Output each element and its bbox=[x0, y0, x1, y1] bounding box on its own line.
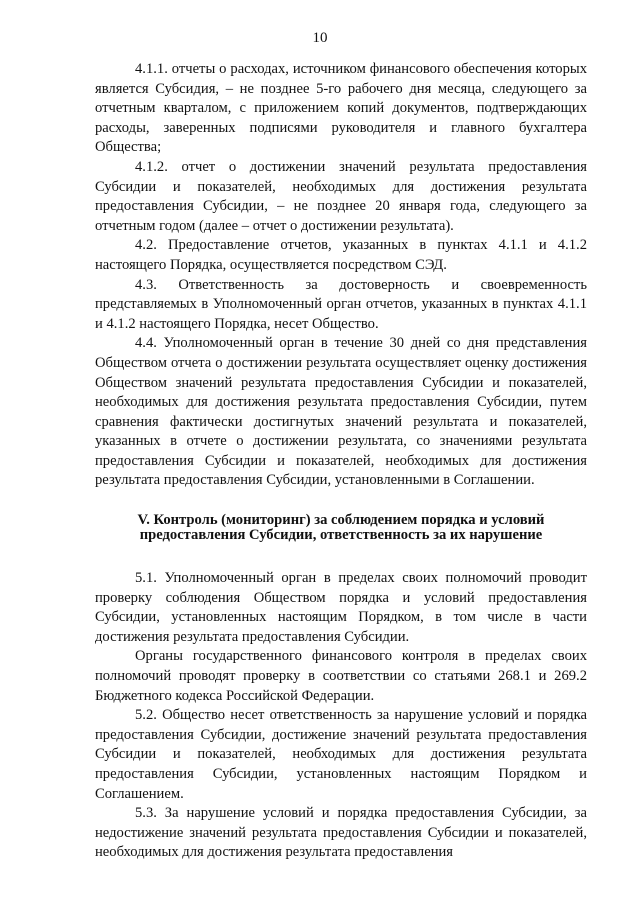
page-number: 10 bbox=[312, 30, 328, 46]
paragraph-4-2: 4.2. Предоставление отчетов, указанных в пунктах 4.1.1 и 4.1.2 настоящего Порядка, осуществляется посредством СЭД. bbox=[95, 237, 587, 273]
paragraph-4-1-2: 4.1.2. отчет о достижении значений результата предоставления Субсидии и показателей, необходимых для достижения результата предоставления Субсидии, – не позднее 20 января года, следующего за отчетным годом (далее – отчет о достижении результата). bbox=[95, 158, 587, 234]
paragraph-4-4: 4.4. Уполномоченный орган в течение 30 дней со дня представления Обществом отчета о достижении результата осуществляет оценку достижения Обществом значений результата предоставления Субсидии и показателей, необходимых для достижения результата предоставления Субсидии, путем сравнения фактически достигнутых значений результата и показателей, указанных в отчете о достижении результата, со значениями результата предоставления Субсидии и показателей, необходимых для достижения результата предоставления Субсидии, установленными в Соглашении. bbox=[95, 335, 587, 489]
paragraph-5-2: 5.2. Общество несет ответственность за нарушение условий и порядка предоставления Субсидии, достижение значений результата предоставления Субсидии и показателей, необходимых для достижения результата предоставления Субсидии, установленных настоящим Порядком и Соглашением. bbox=[95, 707, 587, 802]
paragraph-5-3: 5.3. За нарушение условий и порядка предоставления Субсидии, за недостижение значений результата предоставления Субсидии и показателей, необходимых для достижения результата предоставления bbox=[95, 805, 587, 861]
paragraph-4-1-1: 4.1.1. отчеты о расходах, источником финансового обеспечения которых является Субсидия, – не позднее 5-го рабочего дня месяца, следующего за отчетным кварталом, с приложением копий документов, подтверждающих расходы, заверенных подписями руководителя и главного бухгалтера Общества; bbox=[95, 61, 587, 156]
section-heading-line-2: предоставления Субсидии, ответственность за их нарушение bbox=[139, 527, 543, 544]
paragraph-financial-control: Органы государственного финансового контроля в пределах своих полномочий проводят проверку в соответствии со статьями 268.1 и 269.2 Бюджетного кодекса Российской Федерации. bbox=[95, 648, 587, 704]
section-heading-line-1: V. Контроль (мониторинг) за соблюдением порядка и условий bbox=[137, 512, 545, 529]
document-body bbox=[95, 60, 587, 863]
paragraph-5-1: 5.1. Уполномоченный орган в пределах своих полномочий проводит проверку соблюдения Обществом порядка и условий предоставления Субсидии, установленных настоящим Порядком, в том числе в части достижения результата предоставления Субсидии. bbox=[95, 570, 587, 645]
paragraph-4-3: 4.3. Ответственность за достоверность и своевременность представляемых в Уполномоченный орган отчетов, указанных в пунктах 4.1.1 и 4.1.2 настоящего Порядка, несет Общество. bbox=[95, 276, 587, 332]
section-heading bbox=[95, 513, 587, 543]
